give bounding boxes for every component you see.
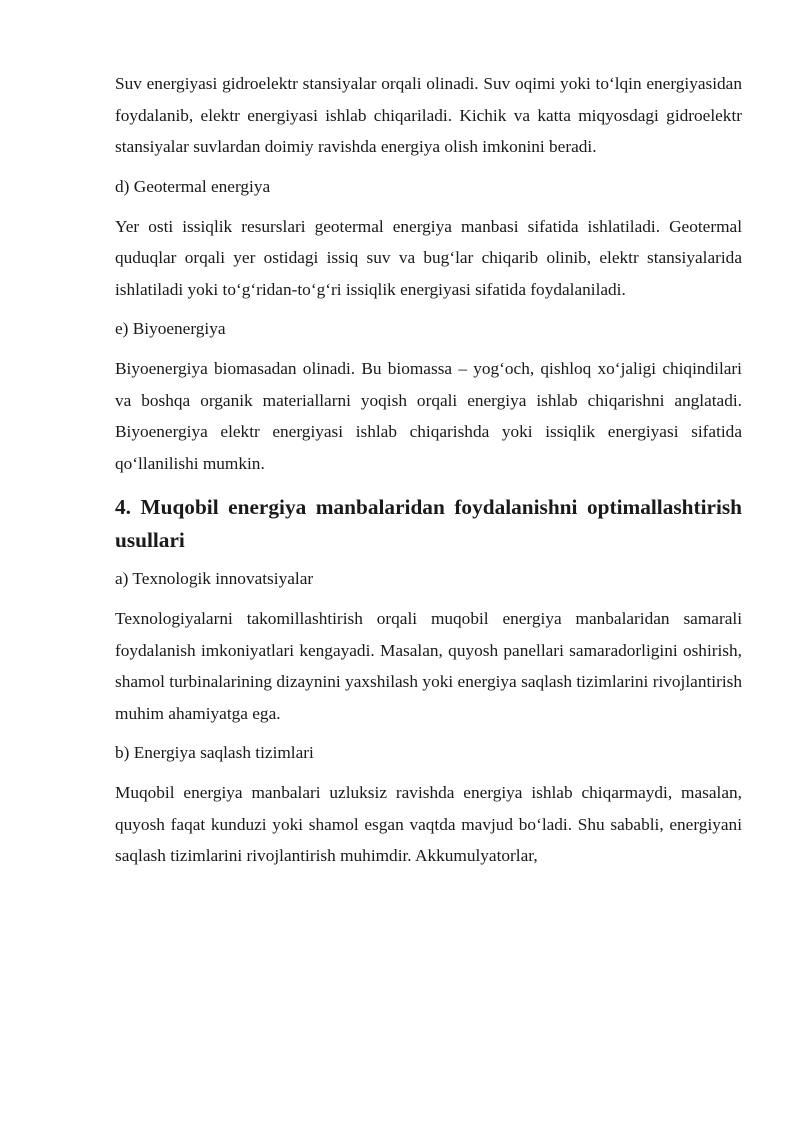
paragraph-bioenergy: Biyoenergiya biomasadan olinadi. Bu biomassa – yog‘och, qishloq xo‘jaligi chiqindilari va boshqa organik materiallarni yoqish orqali energiya ishlab chiqarishni anglatadi. Biyoenergiya elektr energiyasi ishlab chiqarishda yoki issiqlik energiyasi sifatida qo‘llanilishi mumkin. <box>115 359 742 473</box>
subheading-geothermal: d) Geotermal energiya <box>115 176 271 196</box>
subheading-energy-storage: b) Energiya saqlash tizimlari <box>115 743 314 762</box>
document-page <box>115 68 742 884</box>
paragraph-tech-innovations: Texnologiyalarni takomillashtirish orqali muqobil energiya manbalaridan samarali foydalanish imkoniyatlari kengayadi. Masalan, quyosh panellari samaradorligini oshirish, shamol turbinalarining dizaynini yaxshilash yoki energiya saqlash tizimlarini rivojlantirish muhim ahamiyatga ega. <box>115 609 742 723</box>
paragraph-geothermal: Yer osti issiqlik resurslari geotermal energiya manbasi sifatida ishlatiladi. Geotermal quduqlar orqali yer ostidagi issiq suv va bug‘lar chiqarib olinib, elektr stansiyalarida ishlatiladi yoki to‘g‘ridan-to‘g‘ri issiqlik energiyasi sifatida foydalaniladi. <box>115 216 742 299</box>
subheading-tech-innovations: a) Texnologik innovatsiyalar <box>115 569 314 588</box>
paragraph-hydro-energy: Suv energiyasi gidroelektr stansiyalar orqali olinadi. Suv oqimi yoki to‘lqin energiyasidan foydalanib, elektr energiyasi ishlab chiqariladi. Kichik va katta miqyosdagi gidroelektr stansiyalar suvlardan doimiy ravishda energiya olish imkonini beradi. <box>115 74 742 156</box>
subheading-bioenergy: e) Biyoenergiya <box>115 319 226 338</box>
paragraph-energy-storage: Muqobil energiya manbalari uzluksiz ravishda energiya ishlab chiqarmaydi, masalan, quyosh faqat kunduzi yoki shamol esgan vaqtda mavjud bo‘ladi. Shu sababli, energiyani saqlash tizimlarini rivojlantirish muhimdir. Akkumulyatorlar, <box>115 783 742 865</box>
section-heading-optimization: 4. Muqobil energiya manbalaridan foydalanishni optimallashtirish usullari <box>115 495 742 552</box>
